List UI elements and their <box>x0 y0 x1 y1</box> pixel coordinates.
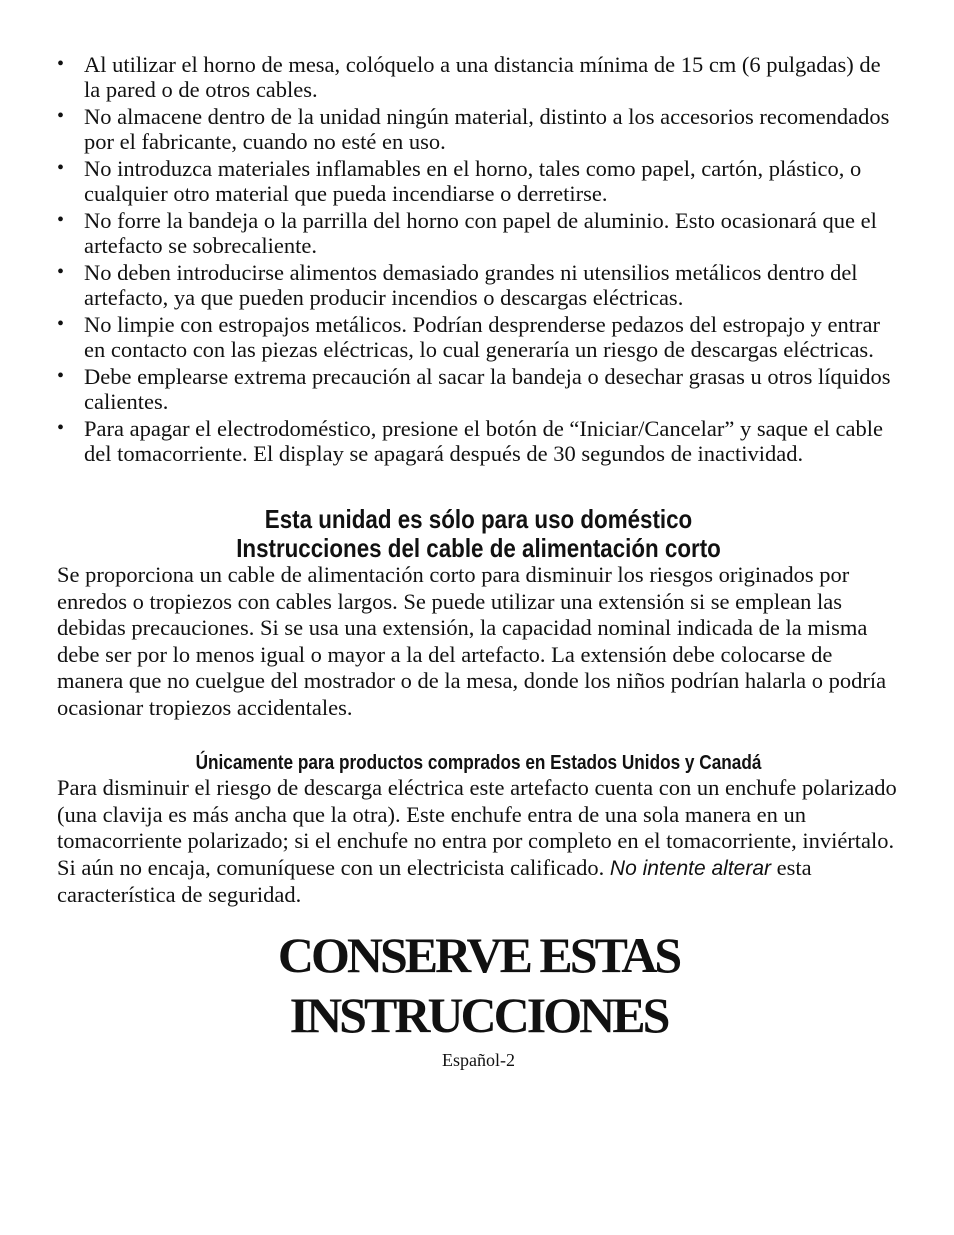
bullet-text: Debe emplearse extrema precaución al sacar la bandeja o desechar grasas u otros líquidos calientes. <box>84 364 891 414</box>
save-title-line-1: CONSERVE ESTAS <box>277 926 680 983</box>
household-use-heading: Esta unidad es sólo para uso doméstico <box>264 504 693 534</box>
manual-page <box>57 52 900 1071</box>
list-item <box>57 208 900 258</box>
bullet-text: No deben introducirse alimentos demasiado grandes ni utensilios metálicos dentro del artefacto, ya que pueden producir incendios o descargas eléctricas. <box>84 260 858 310</box>
polarized-plug-heading: Únicamente para productos comprados en Estados Unidos y Canadá <box>195 752 762 774</box>
safety-bullet-list <box>57 52 900 466</box>
bullet-icon: • <box>57 209 65 231</box>
bullet-text: No almacene dentro de la unidad ningún material, distinto a los accesorios recomendados por el fabricante, cuando no esté en uso. <box>84 104 890 154</box>
plug-text-before: Para disminuir el riesgo de descarga eléctrica este artefacto cuenta con un enchufe polarizado (una clavija es más ancha que la otra). Este enchufe entra de una sola manera en un tomacorriente polarizado; si el enchufe no entra por completo en el tomacorriente, inviértalo. Si aún no encaja, comuníquese con un electricista calificado. <box>57 775 897 880</box>
save-title-line-2: INSTRUCCIONES <box>289 986 668 1043</box>
list-item <box>57 364 900 414</box>
list-item <box>57 156 900 206</box>
bullet-icon: • <box>57 417 65 439</box>
bullet-text: Al utilizar el horno de mesa, colóquelo a una distancia mínima de 15 cm (6 pulgadas) de la pared o de otros cables. <box>84 52 881 102</box>
plug-warning-emphasis: No intente alterar <box>609 856 772 880</box>
bullet-icon: • <box>57 261 65 283</box>
page-number: Español-2 <box>442 1049 515 1070</box>
bullet-text: Para apagar el electrodoméstico, presione el botón de “Iniciar/Cancelar” y saque el cable del tomacorriente. El display se apagará después de 30 segundos de inactividad. <box>84 416 883 466</box>
bullet-text: No limpie con estropajos metálicos. Podrían desprenderse pedazos del estropajo y entrar en contacto con las piezas eléctricas, lo cual generaría un riesgo de descargas eléctricas. <box>84 312 881 362</box>
save-instructions-title <box>57 925 900 1045</box>
short-cord-heading: Instrucciones del cable de alimentación corto <box>236 533 721 563</box>
bullet-icon: • <box>57 313 65 335</box>
bullet-icon: • <box>57 365 65 387</box>
bullet-text: No introduzca materiales inflamables en el horno, tales como papel, cartón, plástico, o cualquier otro material que pueda incendiarse o derretirse. <box>84 156 862 206</box>
bullet-icon: • <box>57 157 65 179</box>
list-item <box>57 416 900 466</box>
list-item <box>57 52 900 102</box>
plug-text-after: esta característica de seguridad. <box>57 854 812 907</box>
bullet-icon: • <box>57 105 65 127</box>
list-item <box>57 312 900 362</box>
list-item <box>57 104 900 154</box>
polarized-plug-paragraph <box>57 775 900 909</box>
bullet-text: No forre la bandeja o la parrilla del horno con papel de aluminio. Esto ocasionará que el artefacto se sobrecaliente. <box>84 208 877 258</box>
bullet-icon: • <box>57 53 65 75</box>
short-cord-paragraph: Se proporciona un cable de alimentación corto para disminuir los riesgos originados por enredos o tropiezos con cables largos. Se puede utilizar una extensión si se emplean las debidas precauciones. Si se usa una extensión, la capacidad nominal indicada de la misma debe ser por lo menos igual o mayor a la del artefacto. La extensión debe colocarse de manera que no cuelgue del mostrador o de la mesa, donde los niños podrían halarla o podría ocasionar tropiezos accidentales. <box>57 562 887 720</box>
list-item <box>57 260 900 310</box>
